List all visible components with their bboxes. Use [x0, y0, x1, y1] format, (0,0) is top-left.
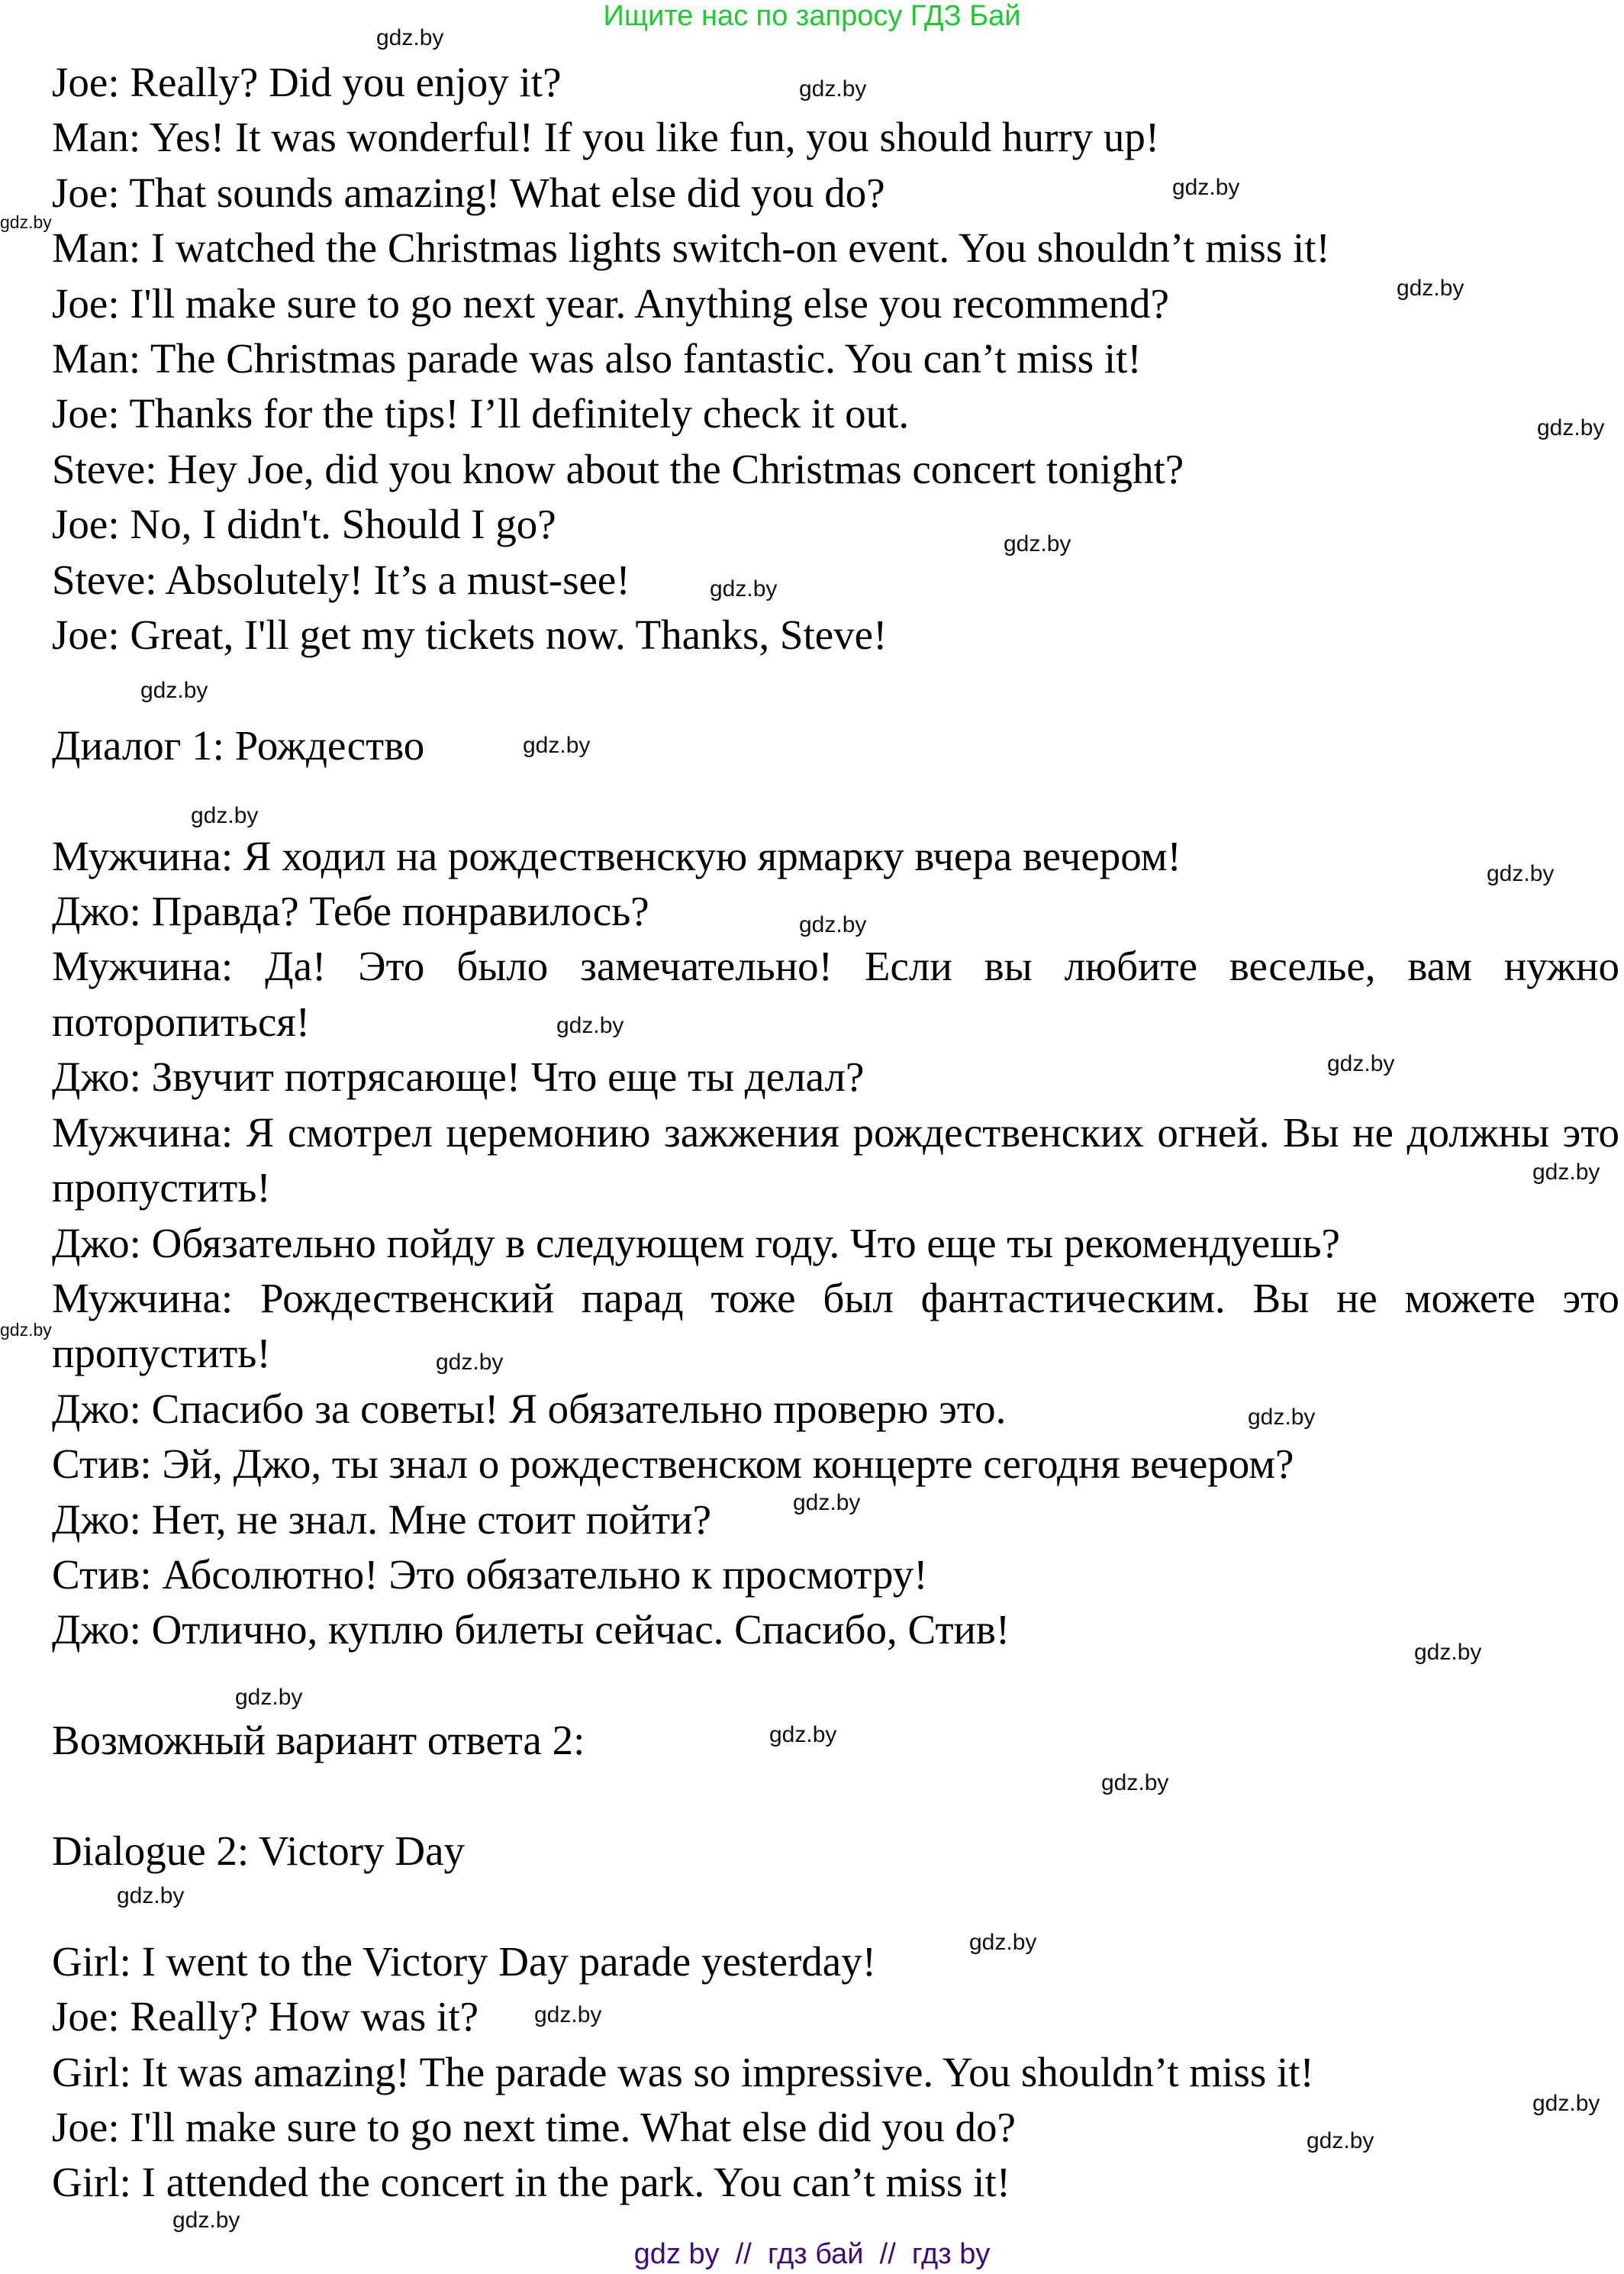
- watermark: gdz.by: [0, 1320, 52, 1340]
- watermark: gdz.by: [191, 803, 259, 828]
- watermark: gdz.by: [793, 1490, 861, 1515]
- watermark: gdz.by: [172, 2208, 240, 2233]
- watermark: gdz.by: [1537, 415, 1605, 440]
- dialogue-line: Диалог 1: Рождество: [52, 721, 425, 769]
- watermark: gdz.by: [1532, 1160, 1600, 1185]
- blank-line: [52, 1879, 1619, 1934]
- watermark: gdz.by: [0, 212, 52, 232]
- dialogue-line: Джо: Звучит потрясающе! Что еще ты делал?: [52, 1053, 865, 1101]
- dialogue-line: Джо: Отлично, куплю билеты сейчас. Спасибо, Стив!: [52, 1606, 1010, 1653]
- dialogue-line: Man: The Christmas parade was also fantastic. You can’t miss it!: [52, 335, 1142, 382]
- watermark: gdz.by: [523, 733, 591, 758]
- watermark: gdz.by: [1004, 531, 1071, 556]
- dialogue-line: Joe: I'll make sure to go next time. What else did you do?: [52, 2103, 1016, 2150]
- watermark: gdz.by: [436, 1350, 504, 1375]
- footer-text[interactable]: gdz by // гдз бай // гдз by: [633, 2238, 991, 2270]
- dialogue-line: Steve: Absolutely! It’s a must-see!: [52, 556, 630, 603]
- dialogue-line: Steve: Hey Joe, did you know about the Christmas concert tonight?: [52, 445, 1184, 492]
- dialogue-line: Мужчина: Рождественский парад тоже был фантастическим. Вы не можете это пропустить!: [52, 1274, 1619, 1377]
- dialogue-line: Joe: Thanks for the tips! I’ll definitely check it out.: [52, 390, 910, 437]
- dialogue-line: Джо: Правда? Тебе понравилось?: [52, 888, 649, 935]
- dialogue-line: Мужчина: Я смотрел церемонию зажжения рождественских огней. Вы не должны это пропустить!: [52, 1108, 1619, 1211]
- watermark: gdz.by: [1327, 1051, 1395, 1076]
- watermark: gdz.by: [1172, 175, 1240, 200]
- dialogue-line: Dialogue 2: Victory Day: [52, 1827, 465, 1874]
- watermark: gdz.by: [1414, 1640, 1482, 1665]
- dialogue-line: Man: I watched the Christmas lights switch-on event. You shouldn’t miss it!: [52, 224, 1330, 272]
- watermark: gdz.by: [1532, 2091, 1600, 2116]
- dialogue-line: Джо: Спасибо за советы! Я обязательно проверю это.: [52, 1385, 1007, 1432]
- watermark: gdz.by: [969, 1930, 1037, 1955]
- watermark: gdz.by: [1101, 1770, 1169, 1795]
- watermark: gdz.by: [1307, 2128, 1374, 2153]
- dialogue-line: Джо: Нет, не знал. Мне стоит пойти?: [52, 1495, 711, 1543]
- watermark: gdz.by: [1487, 861, 1555, 886]
- watermark: gdz.by: [1248, 1405, 1316, 1430]
- dialogue-line: Мужчина: Я ходил на рождественскую ярмарку вчера вечером!: [52, 832, 1181, 879]
- dialogue-line: Joe: I'll make sure to go next year. Anything else you recommend?: [52, 279, 1169, 327]
- dialogue-line: Girl: I went to the Victory Day parade yesterday!: [52, 1937, 877, 1985]
- watermark: gdz.by: [235, 1685, 303, 1710]
- watermark: gdz.by: [769, 1722, 837, 1747]
- footer-links[interactable]: [0, 2238, 1624, 2271]
- watermark: gdz.by: [140, 678, 208, 703]
- watermark: gdz.by: [534, 2002, 602, 2027]
- watermark: gdz.by: [1397, 276, 1464, 301]
- dialogue-line: Joe: Really? How was it?: [52, 1993, 479, 2040]
- dialogue-text: [52, 55, 1619, 2211]
- search-banner: Ищите нас по запросу ГДЗ Бай: [603, 0, 1021, 32]
- dialogue-line: Joe: That sounds amazing! What else did you do?: [52, 169, 885, 216]
- watermark: gdz.by: [376, 25, 444, 50]
- dialogue-line: Joe: Really? Did you enjoy it?: [52, 59, 562, 105]
- watermark: gdz.by: [799, 912, 867, 937]
- dialogue-line: Man: Yes! It was wonderful! If you like fun, you should hurry up!: [52, 114, 1160, 161]
- dialogue-line: Girl: I attended the concert in the park. You can’t miss it!: [52, 2159, 1011, 2206]
- dialogue-line: Стив: Эй, Джо, ты знал о рождественском концерте сегодня вечером?: [52, 1440, 1294, 1488]
- dialogue-line: Joe: Great, I'll get my tickets now. Thanks, Steve!: [52, 611, 888, 659]
- dialogue-line: Joe: No, I didn't. Should I go?: [52, 501, 556, 548]
- blank-line: [52, 1769, 1619, 1824]
- blank-line: [52, 663, 1619, 718]
- watermark: gdz.by: [556, 1013, 624, 1038]
- watermark: gdz.by: [117, 1883, 185, 1908]
- watermark: gdz.by: [799, 76, 867, 102]
- dialogue-line: Возможный вариант ответа 2:: [52, 1717, 585, 1764]
- watermark: gdz.by: [710, 576, 778, 602]
- dialogue-line: Джо: Обязательно пойду в следующем году. Что еще ты рекомендуешь?: [52, 1219, 1340, 1266]
- blank-line: [52, 773, 1619, 828]
- dialogue-line: Стив: Абсолютно! Это обязательно к просмотру!: [52, 1550, 928, 1598]
- dialogue-line: Мужчина: Да! Это было замечательно! Если вы любите веселье, вам нужно поторопиться!: [52, 943, 1619, 1045]
- dialogue-line: Girl: It was amazing! The parade was so impressive. You shouldn’t miss it!: [52, 2048, 1314, 2095]
